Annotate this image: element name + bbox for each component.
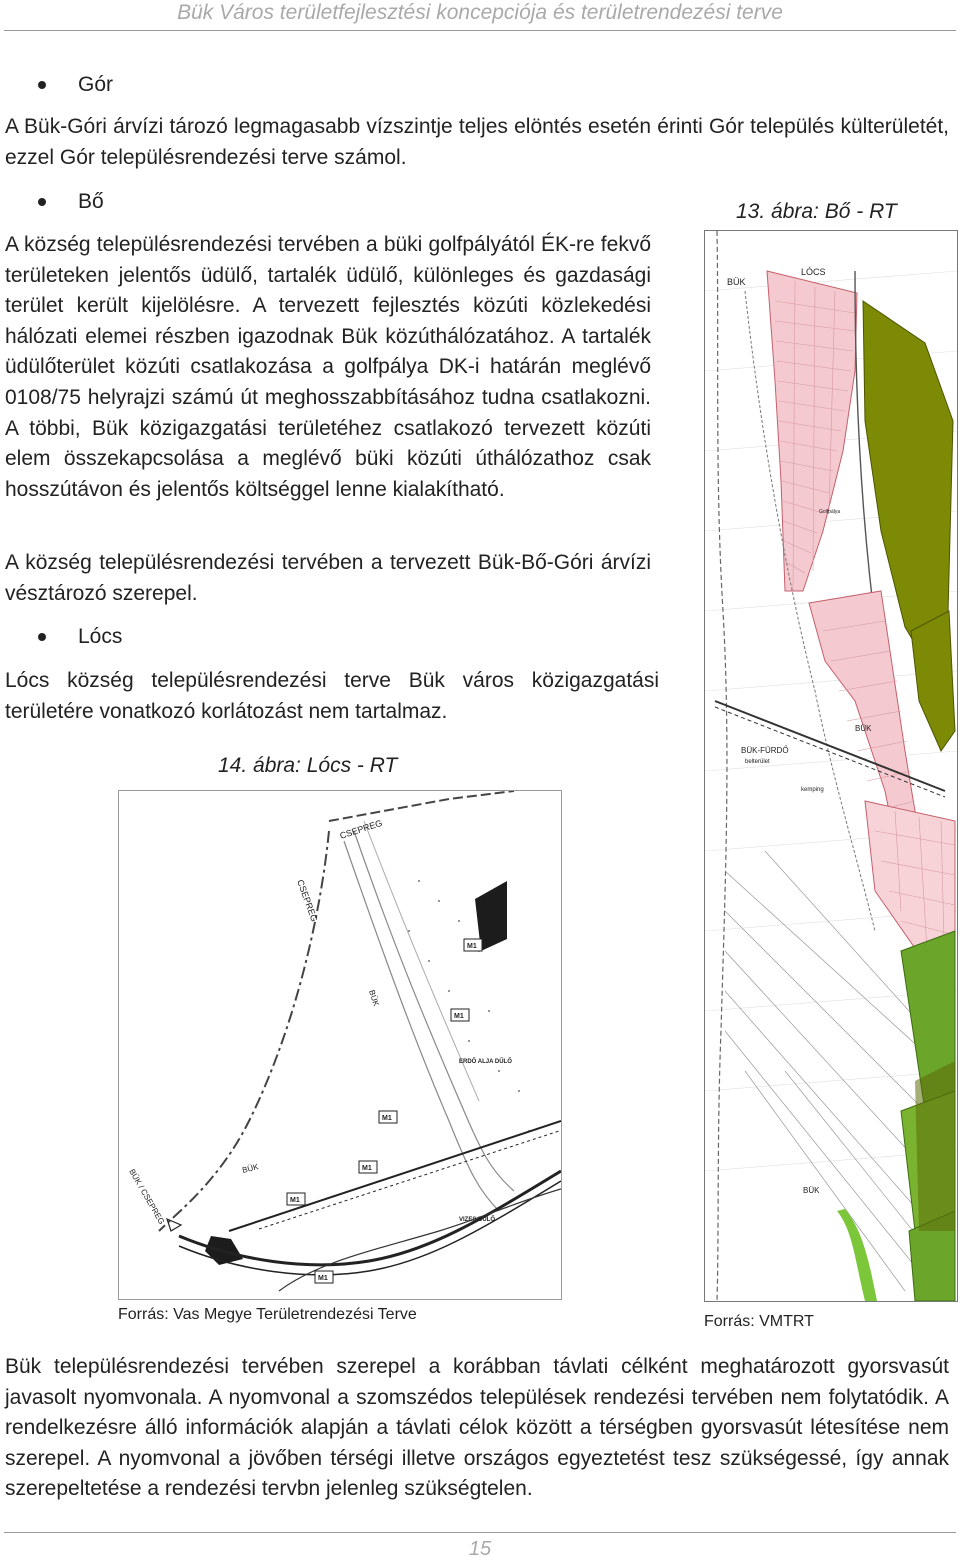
- map14-label-buk-2: BÜK: [241, 1162, 260, 1175]
- map13-label-locs: LÓCS: [801, 267, 826, 277]
- paragraph-gor: A Bük-Góri árvízi tározó legmagasabb vízszintje teljes elöntés esetén érinti Gór település külterületét, ezzel Gór településrendezési terve számol.: [5, 115, 949, 169]
- map13-label-buk-mid: BÜK: [855, 724, 872, 733]
- paragraph-closing: Bük településrendezési tervében szerepel a korábban távlati célként meghatározott gyorsvasút javasolt nyomvonala. A nyomvonal a szomszédos települések rendezési tervében nem folytatódik. A rendelkezésre álló információk alapján a távlati célok között a térségben gyorsvasút létesítése nem szerepel. A nyomvonal a jövőben térségi illetve országos egyeztetést tesz szükségessé, így annak szerepeltetése a rendezési tervbn jelenleg szükségtelen.: [5, 1355, 949, 1501]
- bullet-dot: [38, 81, 46, 89]
- map14-m1-1: M1: [467, 943, 477, 950]
- figure-13-source: Forrás: VMTRT: [704, 1313, 814, 1330]
- bullet-dot: [38, 198, 46, 206]
- locs-rt-map-svg: [119, 791, 561, 1299]
- map14-m1-4: M1: [362, 1165, 372, 1172]
- map13-label-kemping: kemping: [801, 787, 824, 793]
- map14-label-buk-csepreg: BÜK / CSEPREG: [127, 1167, 167, 1226]
- map14-m1-6: M1: [318, 1275, 328, 1282]
- bullet-locs-label: Lócs: [78, 625, 123, 648]
- bullet-gor-label: Gór: [78, 73, 114, 96]
- bullet-dot: [38, 633, 46, 641]
- map14-m1-3: M1: [382, 1115, 392, 1122]
- map14-label-vizes: VIZES DŰLŐ: [459, 1217, 496, 1223]
- map13-label-furdo: BÜK-FÜRDŐ: [741, 746, 789, 755]
- header-rule: [4, 30, 956, 31]
- figure-14-caption: 14. ábra: Lócs - RT: [218, 754, 398, 777]
- map13-label-buk-bottom: BÜK: [803, 1186, 820, 1195]
- paragraph-locs: Lócs község településrendezési terve Bük város közigazgatási területére vonatkozó korlátozást nem tartalmaz.: [5, 669, 659, 723]
- bo-rt-map-svg: [705, 231, 957, 1301]
- map14-label-erdo: ERDŐ ALJA DŰLŐ: [459, 1059, 512, 1065]
- paragraph-bo-1: A község településrendezési tervében a büki golfpályától ÉK-re fekvő területeken jelentős üdülő, tartalék üdülő, különleges és gazdasági terület került kijelölésre. A tervezett fejlesztés közúti közlekedési hálózati elemei részben igazodnak Bük közúthálózatához. A tartalék üdülőterület közúti csatlakozása a golfpálya DK-i határán meglévő 0108/75 helyrajzi számú út meghosszabbításához tudna csatlakozni. A többi, Bük közigazgatási területéhez csatlakozó tervezett közúti elem összekapcsolása a meglévő büki közúti úthálózathoz csak hosszútávon és jelentős költséggel lenne kialakítható.: [5, 233, 651, 501]
- map13-label-buk-top: BÜK: [727, 277, 746, 287]
- map14-label-buk-1: BÜK: [367, 988, 381, 1008]
- page-header: Bük Város területfejlesztési koncepciója és területrendezési terve: [177, 1, 783, 24]
- map14-m1-2: M1: [454, 1013, 464, 1020]
- bullet-bo-label: Bő: [78, 190, 104, 213]
- map14-m1-5: M1: [290, 1197, 300, 1204]
- figure-14-source: Forrás: Vas Megye Területrendezési Terve: [118, 1306, 417, 1323]
- map13-label-golfpalya: Golfpálya: [819, 509, 841, 515]
- paragraph-bo-2: A község településrendezési tervében a tervezett Bük-Bő-Góri árvízi vésztározó szerepel.: [5, 551, 651, 605]
- footer-rule: [4, 1532, 956, 1533]
- page-number: 15: [468, 1538, 492, 1560]
- figure-14-map: [118, 790, 562, 1300]
- figure-13-map: [704, 230, 958, 1302]
- map13-label-belterulet: belterület: [745, 759, 770, 765]
- map14-label-csepreg-1: CSEPREG: [338, 817, 384, 841]
- figure-13-caption: 13. ábra: Bő - RT: [736, 200, 897, 223]
- map14-label-csepreg-2: CSEPREG: [295, 878, 320, 924]
